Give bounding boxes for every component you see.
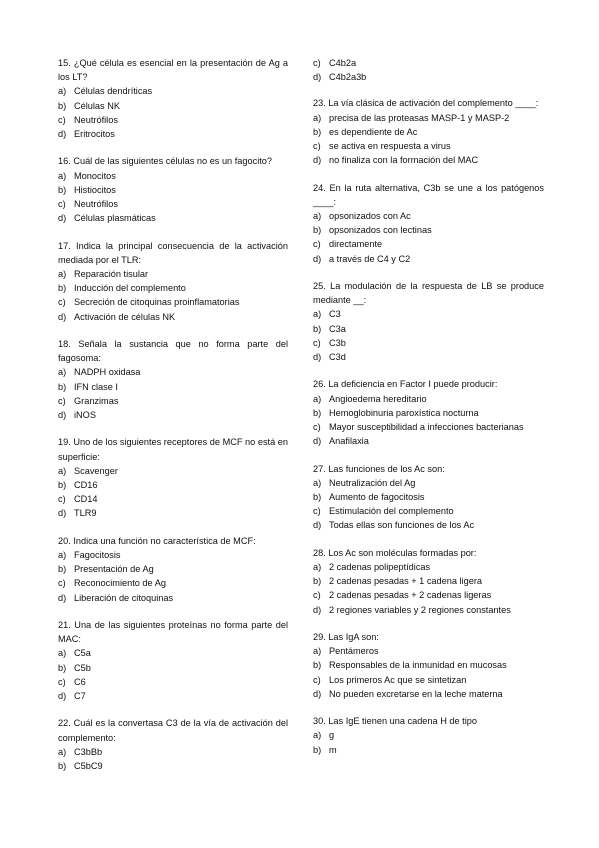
question-stem: 23. La vía clásica de activación del complemento ____: <box>313 98 539 109</box>
option-text: Presentación de Ag <box>74 564 154 575</box>
option <box>313 687 544 701</box>
option <box>313 658 544 672</box>
option-letter: b) <box>313 407 322 418</box>
option <box>313 111 544 125</box>
option-letter: b) <box>58 564 67 575</box>
option-letter: a) <box>58 648 67 659</box>
option-text: directamente <box>329 239 383 250</box>
option <box>58 506 288 520</box>
option <box>58 99 288 113</box>
option-text: Células plasmáticas <box>74 213 156 224</box>
option <box>58 394 288 408</box>
option-text: CD16 <box>74 480 98 491</box>
option <box>58 127 288 141</box>
option <box>313 743 544 757</box>
option-text: a través de C4 y C2 <box>329 253 411 264</box>
question-stem: 22. Cuál es la convertasa C3 de la vía de activación del complemento: <box>58 718 288 743</box>
option <box>58 745 288 759</box>
option-text: Reparación tisular <box>74 269 149 280</box>
option-letter: d) <box>313 155 322 166</box>
option <box>313 223 544 237</box>
option-letter: b) <box>313 323 322 334</box>
option-text: Granzimas <box>74 395 119 406</box>
option-letter: c) <box>58 114 66 125</box>
option-letter: b) <box>58 184 67 195</box>
option <box>313 504 544 518</box>
option <box>313 420 544 434</box>
option <box>313 476 544 490</box>
question-stem: 19. Uno de los siguientes receptores de MCF no está en superficie: <box>58 437 288 462</box>
option-text: NADPH oxidasa <box>74 367 141 378</box>
question-block <box>58 337 288 422</box>
option-letter: d) <box>313 520 322 531</box>
option-letter: d) <box>58 410 67 421</box>
question-22-continuation <box>313 56 544 84</box>
question-block <box>58 716 288 773</box>
option-letter: a) <box>58 86 67 97</box>
option-text: Células NK <box>74 100 120 111</box>
option-text: Scavenger <box>74 465 118 476</box>
option-text: Activación de células NK <box>74 311 176 322</box>
option-text: 2 cadenas pesadas + 1 cadena ligera <box>329 576 482 587</box>
option-letter: c) <box>313 239 321 250</box>
option-letter: a) <box>58 550 67 561</box>
option-letter: a) <box>313 112 322 123</box>
option <box>58 492 288 506</box>
option-text: Reconocimiento de Ag <box>74 578 166 589</box>
option <box>58 281 288 295</box>
option-text: Neutralización del Ag <box>329 477 416 488</box>
question-block <box>313 96 544 167</box>
option-text: se activa en respuesta a virus <box>329 141 451 152</box>
option-letter: a) <box>313 730 322 741</box>
question-block <box>313 181 544 266</box>
option-text: m <box>329 744 337 755</box>
question-block <box>313 630 544 701</box>
option-letter: d) <box>58 691 67 702</box>
option-text: g <box>329 730 335 741</box>
option <box>313 518 544 532</box>
option-letter: a) <box>58 269 67 280</box>
option-text: iNOS <box>74 410 96 421</box>
option <box>58 169 288 183</box>
option-letter: c) <box>58 199 66 210</box>
option-letter: b) <box>58 381 67 392</box>
option-letter: c) <box>313 590 321 601</box>
option-letter: c) <box>58 676 66 687</box>
option-text: Aumento de fagocitosis <box>329 492 425 503</box>
option-text: C3d <box>329 352 346 363</box>
option-text: C3b <box>329 337 346 348</box>
option-text: 2 cadenas polipeptídicas <box>329 562 431 573</box>
option-text: opsonizados con lectinas <box>329 225 432 236</box>
question-block <box>313 546 544 617</box>
option-letter: a) <box>313 477 322 488</box>
question-stem: 21. Una de las siguientes proteínas no forma parte del MAC: <box>58 620 288 645</box>
option-letter: b) <box>313 744 322 755</box>
option-text: C7 <box>74 691 86 702</box>
option-letter: d) <box>58 592 67 603</box>
option-text: opsonizados con Ac <box>329 211 411 222</box>
option <box>58 661 288 675</box>
option-text: C5bC9 <box>74 761 103 772</box>
option-letter: d) <box>313 352 322 363</box>
option <box>313 588 544 602</box>
option-text: C3a <box>329 323 346 334</box>
option-letter: b) <box>58 283 67 294</box>
option <box>58 759 288 773</box>
question-stem: 18. Señala la sustancia que no forma parte del fagosoma: <box>58 339 288 364</box>
option-letter: b) <box>58 100 67 111</box>
option-text: Histiocitos <box>74 184 116 195</box>
option-letter: a) <box>58 746 67 757</box>
option-letter: b) <box>313 660 322 671</box>
option <box>58 295 288 309</box>
question-stem: 20. Indica una función no característica de MCF: <box>58 535 256 546</box>
question-block <box>58 154 288 225</box>
option-text: C5b <box>74 662 91 673</box>
option <box>58 576 288 590</box>
option-letter: c) <box>313 141 321 152</box>
option-text: Eritrocitos <box>74 129 115 140</box>
question-stem: 25. La modulación de la respuesta de LB se produce mediante __: <box>313 281 544 306</box>
option-letter: c) <box>313 337 321 348</box>
option-text: Neutrófilos <box>74 199 118 210</box>
option <box>313 392 544 406</box>
option <box>58 197 288 211</box>
question-block <box>58 239 288 324</box>
question-block <box>58 618 288 703</box>
option <box>313 56 544 70</box>
option-text: Neutrófilos <box>74 114 118 125</box>
question-block <box>313 714 544 757</box>
option <box>313 644 544 658</box>
option-letter: a) <box>58 170 67 181</box>
option <box>58 183 288 197</box>
option-letter: b) <box>313 126 322 137</box>
option-letter: d) <box>313 436 322 447</box>
option <box>58 113 288 127</box>
option <box>58 464 288 478</box>
option-text: Monocitos <box>74 170 116 181</box>
option-text: Fagocitosis <box>74 550 121 561</box>
option <box>58 84 288 98</box>
option-letter: a) <box>313 646 322 657</box>
option-letter: c) <box>313 422 321 433</box>
option-letter: a) <box>313 309 322 320</box>
option-text: Mayor susceptibilidad a infecciones bacterianas <box>329 422 524 433</box>
option-letter: a) <box>313 562 322 573</box>
question-stem: 28. Los Ac son moléculas formadas por: <box>313 547 477 558</box>
option <box>313 574 544 588</box>
option-letter: b) <box>58 480 67 491</box>
option <box>313 560 544 574</box>
option-text: TLR9 <box>74 508 97 519</box>
option <box>58 267 288 281</box>
option-text: Estimulación del complemento <box>329 506 454 517</box>
option <box>313 139 544 153</box>
option-letter: c) <box>313 506 321 517</box>
option <box>58 689 288 703</box>
option-letter: c) <box>58 578 66 589</box>
option-text: Anafilaxia <box>329 436 369 447</box>
option-letter: b) <box>58 761 67 772</box>
option-text: no finaliza con la formación del MAC <box>329 155 479 166</box>
option-letter: b) <box>313 492 322 503</box>
question-block <box>58 56 288 141</box>
option <box>313 728 544 742</box>
question-stem: 26. La deficiencia en Factor I puede producir: <box>313 379 498 390</box>
question-stem: 16. Cuál de las siguientes células no es un fagocito? <box>58 156 273 167</box>
question-stem: 17. Indica la principal consecuencia de la activación mediada por el TLR: <box>58 240 288 265</box>
question-block <box>58 534 288 605</box>
option-text: Hemoglobinuria paroxística nocturna <box>329 407 479 418</box>
question-stem: 29. Las IgA son: <box>313 632 379 643</box>
option-letter: d) <box>313 688 322 699</box>
option-letter: d) <box>313 253 322 264</box>
option <box>313 673 544 687</box>
option-text: Responsables de la inmunidad en mucosas <box>329 660 507 671</box>
option <box>58 380 288 394</box>
option-letter: c) <box>58 395 66 406</box>
option-text: No pueden excretarse en la leche materna <box>329 688 503 699</box>
option-letter: a) <box>313 211 322 222</box>
option <box>58 562 288 576</box>
option-letter: d) <box>58 129 67 140</box>
option <box>313 350 544 364</box>
option-letter: d) <box>313 72 322 83</box>
option <box>58 310 288 324</box>
option-letter: d) <box>313 604 322 615</box>
option <box>313 434 544 448</box>
option-text: Secreción de citoquinas proinflamatorias <box>74 297 240 308</box>
option-letter: b) <box>313 576 322 587</box>
option-text: Los primeros Ac que se sintetizan <box>329 674 467 685</box>
option-text: IFN clase I <box>74 381 118 392</box>
option-letter: d) <box>58 311 67 322</box>
question-block <box>313 377 544 448</box>
option-text: C4b2a <box>329 58 357 68</box>
option-letter: a) <box>313 393 322 404</box>
option <box>313 153 544 167</box>
question-stem: 30. Las IgE tienen una cadena H de tipo <box>313 716 477 727</box>
option <box>58 211 288 225</box>
question-block <box>58 435 288 520</box>
option-text: C5a <box>74 648 91 659</box>
option-letter: d) <box>58 508 67 519</box>
option <box>313 252 544 266</box>
left-column <box>58 56 288 786</box>
question-stem: 24. En la ruta alternativa, C3b se une a los patógenos ____: <box>313 182 544 207</box>
option <box>313 322 544 336</box>
option-text: es dependiente de Ac <box>329 126 418 137</box>
option-letter: c) <box>58 297 66 308</box>
option-letter: c) <box>313 674 321 685</box>
option-letter: c) <box>313 58 321 68</box>
option <box>313 603 544 617</box>
option-text: Pentámeros <box>329 646 379 657</box>
question-stem: 27. Las funciones de los Ac son: <box>313 463 445 474</box>
option <box>58 478 288 492</box>
option-letter: b) <box>313 225 322 236</box>
option <box>58 675 288 689</box>
question-block <box>313 279 544 364</box>
option-text: Angioedema hereditario <box>329 393 427 404</box>
option-text: C6 <box>74 676 86 687</box>
option-text: Inducción del complemento <box>74 283 186 294</box>
option-text: precisa de las proteasas MASP-1 y MASP-2 <box>329 112 510 123</box>
question-block <box>313 462 544 533</box>
option-text: C4b2a3b <box>329 72 367 83</box>
option-text: C3bBb <box>74 746 103 757</box>
option <box>313 70 544 84</box>
option-text: Liberación de citoquinas <box>74 592 174 603</box>
option <box>58 548 288 562</box>
right-column <box>313 56 544 770</box>
option-text: 2 cadenas pesadas + 2 cadenas ligeras <box>329 590 492 601</box>
option <box>313 406 544 420</box>
option-letter: d) <box>58 213 67 224</box>
option <box>58 646 288 660</box>
option <box>58 365 288 379</box>
option <box>58 591 288 605</box>
option <box>313 307 544 321</box>
option-text: C3 <box>329 309 341 320</box>
option <box>58 408 288 422</box>
option-text: Todas ellas son funciones de los Ac <box>329 520 475 531</box>
option <box>313 209 544 223</box>
question-stem: 15. ¿Qué célula es esencial en la presentación de Ag a los LT? <box>58 58 288 83</box>
option-text: CD14 <box>74 494 98 505</box>
option <box>313 237 544 251</box>
option <box>313 336 544 350</box>
option-letter: a) <box>58 465 67 476</box>
option <box>313 125 544 139</box>
option-text: 2 regiones variables y 2 regiones constantes <box>329 604 511 615</box>
option-letter: a) <box>58 367 67 378</box>
option-letter: c) <box>58 494 66 505</box>
option-text: Células dendríticas <box>74 86 153 97</box>
option <box>313 490 544 504</box>
option-letter: b) <box>58 662 67 673</box>
